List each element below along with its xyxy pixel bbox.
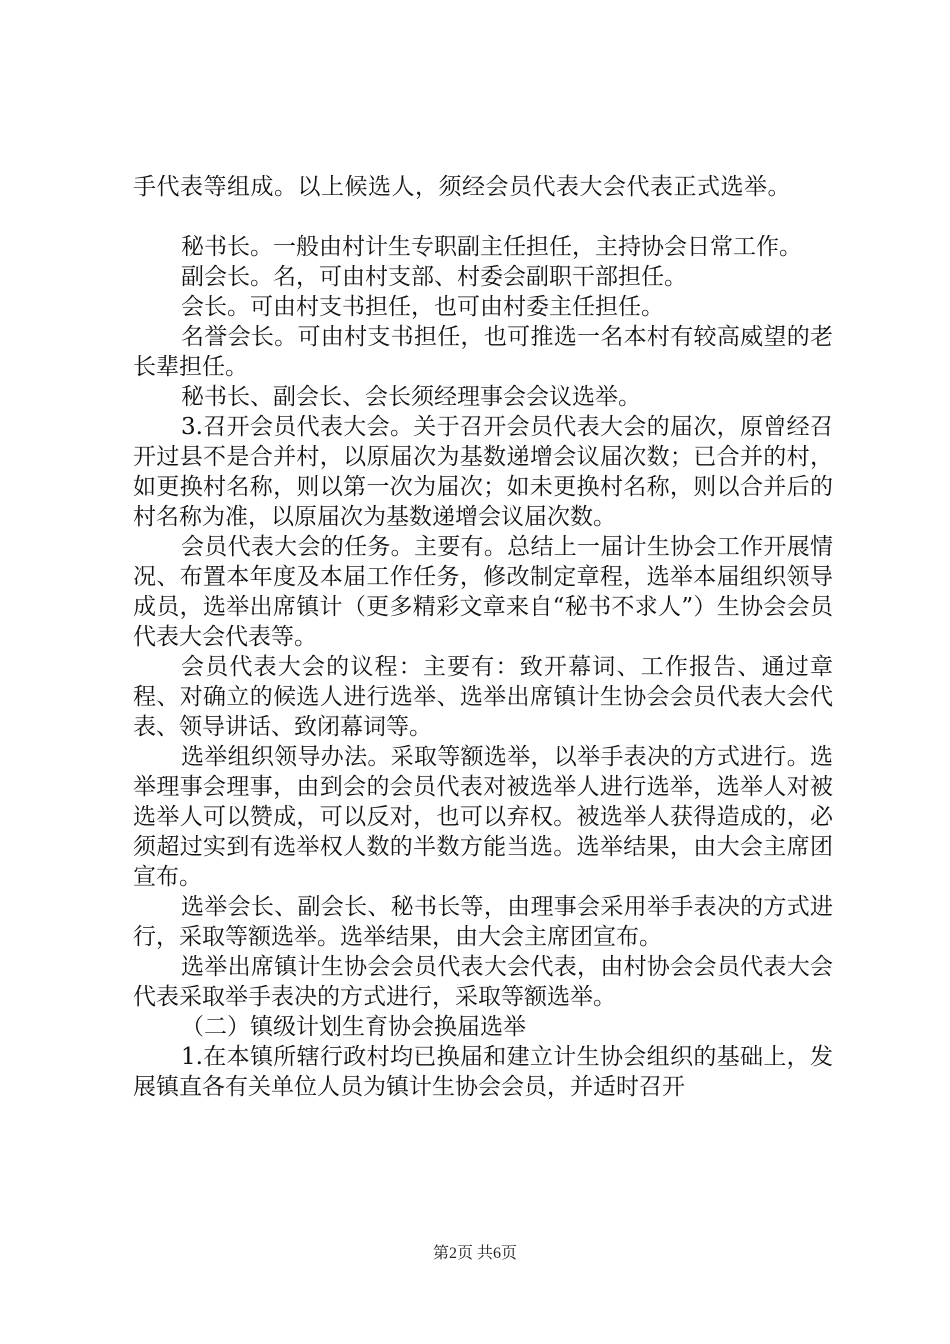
paragraph-congress-tasks: 会员代表大会的任务。主要有。总结上一届计生协会工作开展情况、布置本年度及本届工作任务，修改制定章程，选举本届组织领导成员，选举出席镇计（更多精彩文章来自“秘书不求人”）生协会会员代表大会代表等。 xyxy=(133,534,833,650)
paragraph-president: 会长。可由村支书担任，也可由村委主任担任。 xyxy=(181,294,664,320)
paragraph-candidate-election: 手代表等组成。以上候选人，须经会员代表大会代表正式选举。 xyxy=(133,174,791,200)
paragraph-vice-president: 副会长。名，可由村支部、村委会副职干部担任。 xyxy=(181,264,687,290)
paragraph-leader-election: 选举会长、副会长、秘书长等，由理事会采用举手表决的方式进行，采取等额选举。选举结果，由大会主席团宣布。 xyxy=(133,894,833,950)
paragraph-convene-congress: 3.召开会员代表大会。关于召开会员代表大会的届次，原曾经召开过县不是合并村，以原届次为基数递增会议届次数；已合并的村，如更换村名称，则以第一次为届次；如未更换村名称，则以合并后的村名称为准，以原届次为基数递增会议届次数。 xyxy=(133,414,833,530)
paragraph-town-members: 1.在本镇所辖行政村均已换届和建立计生协会组织的基础上，发展镇直各有关单位人员为镇计生协会会员，并适时召开 xyxy=(133,1044,833,1100)
section-heading-town-association: （二）镇级计划生育协会换届选举 xyxy=(181,1014,526,1040)
paragraph-secretary-general: 秘书长。一般由村计生专职副主任担任，主持协会日常工作。 xyxy=(181,234,802,260)
document-body xyxy=(133,172,833,1102)
paragraph-council-election: 秘书长、副会长、会长须经理事会会议选举。 xyxy=(181,384,641,410)
paragraph-election-method: 选举组织领导办法。采取等额选举，以举手表决的方式进行。选举理事会理事，由到会的会员代表对被选举人进行选举，选举人对被选举人可以赞成，可以反对，也可以弃权。被选举人获得造成的，必须超过实到有选举权人数的半数方能当选。选举结果，由大会主席团宣布。 xyxy=(133,744,833,890)
paragraph-congress-agenda: 会员代表大会的议程：主要有：致开幕词、工作报告、通过章程、对确立的候选人进行选举、选举出席镇计生协会会员代表大会代表、领导讲话、致闭幕词等。 xyxy=(133,654,833,740)
paragraph-honorary-president: 名誉会长。可由村支书担任，也可推选一名本村有较高威望的老长辈担任。 xyxy=(133,324,833,380)
page-footer: 第2页 共6页 xyxy=(432,1245,517,1262)
paragraph-delegate-election: 选举出席镇计生协会会员代表大会代表，由村协会会员代表大会代表采取举手表决的方式进行，采取等额选举。 xyxy=(133,954,833,1010)
